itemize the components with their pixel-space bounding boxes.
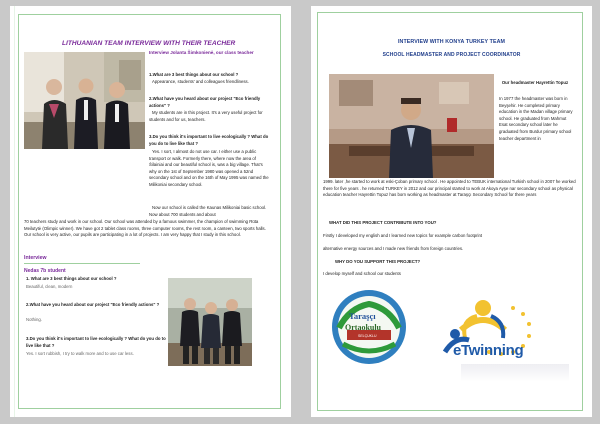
left-page [10, 6, 291, 417]
teacher-a2: My students are in this project. It's a very useful project for students and for us, teachers. [149, 110, 263, 122]
student-a1: Beautiful, clean, modern [26, 284, 73, 289]
teacher-photo [24, 52, 145, 149]
teacher-q2: 2.What have you heard about our project "Eco friendly actions" ? [149, 96, 261, 108]
headmaster-a2: I develop myself and school our students [323, 271, 401, 276]
teacher-a3-full-width: 70 teachers study and work in our school. Our school was attended by a famous swimmer, the champion of swimming Rūta Meilutytė (Olimpic winner). We have got 2 tablet class rooms, three computer rooms, the rest room, a canteen, two sports halls. Our school is very active, our pupils are participating in a lot of projects. I am very happy that I study in this school. [24, 219, 266, 238]
headmaster-photo [329, 74, 494, 178]
etwinning-logo [431, 290, 581, 374]
student-q1: 1. What are 3 best things about our school ? [26, 276, 117, 281]
headmaster-bio-full: 1999. later ,he started to work at eski-Çoban primary school . He appointed to TEBUK international Turkish school in 2007 he worked there for five years . he returned TURKEY in 2012 and our principal started to work at Akoya Ayşe nar secondary school as physical education teacher Hayrettin Topuz has born working as headmaster at Taraşçı Secondary School for there years [323, 179, 576, 198]
logo-text-tarasci: Taraşçı [349, 311, 376, 321]
etwinning-text: eTwinning [453, 342, 524, 359]
logo-text-ortaokulu: Ortaokulu [345, 323, 382, 332]
headmaster-a1b: alternative energy sources and I made new friends from foreign countries. [323, 246, 464, 251]
right-subtitle: SCHOOL HEADMASTER AND PROJECT COORDINATOR [382, 52, 521, 58]
student-a2: Nothing. [26, 317, 43, 322]
logo-text-selcuklu: SELÇUKLU [358, 334, 377, 338]
teacher-q1: 1.What are 3 best things about our school ? [149, 72, 239, 77]
headmaster-a1a: Firstly I developed my english and I learned new topics for example carbon footprint [323, 233, 483, 238]
teacher-name: Interview Jolanta Šimkonienė, our class teacher [149, 50, 254, 55]
etwinning-reflection [461, 364, 569, 382]
teacher-a3-continued: Now our school is called the Kaunas Milikoniai basic school. Now about 700 students and about [149, 205, 267, 217]
headmaster-q1: WHAT DID THIS PROJECT CONTRIBUTE INTO YOU? [329, 220, 437, 225]
left-margin-line [14, 6, 15, 417]
interview-label: Interview [24, 255, 47, 261]
right-title: INTERVIEW WITH KONYA TURKEY TEAM [397, 39, 506, 45]
students-photo [168, 278, 252, 366]
interview-divider [24, 263, 140, 264]
teacher-q3: 3.Do you think it's important to live ecologically ? What do you do to live like that ? [149, 134, 269, 146]
headmaster-caption: Our headmaster Hayrettin Topuz [501, 80, 569, 85]
student-q2: 2.What have you heard about our project "Eco friendly actions" ? [26, 302, 160, 307]
student-q3: 3.Do you think it's important to live ecologically ? What do you do to live like that ? [26, 336, 166, 348]
headmaster-bio-column: In 1977 the headmaster was born in Beyşehir. He completed primary education in the Madan village primary school. He graduated from Mahmut Esat secondary school later he graduated from Burdur primary school teacher department in [499, 96, 573, 141]
headmaster-q2: WHY DO YOU SUPPORT THIS PROJECT? [335, 259, 421, 264]
student-name: Nedas 7b student [24, 268, 66, 274]
student-a3: Yes. I sort rubbish, I try to walk more and to use car less. [26, 351, 134, 356]
right-page [311, 6, 592, 417]
teacher-a1: Appearance, students' and colleagues friendliness. [152, 79, 249, 84]
teacher-a3: Yes. I sort, I almost do not use car. I either use a public transport or walk. Formerly there, where now the area of Šilainiai and our beautiful school is, was a big village. That's why on the 1st of September 1980 was opened a 52nd secondary school and on the 16th of May 1995 was named the Milikoniai secondary school. [149, 149, 269, 187]
left-title: LITHUANIAN TEAM INTERVIEW WITH THEIR TEACHER [62, 40, 236, 47]
